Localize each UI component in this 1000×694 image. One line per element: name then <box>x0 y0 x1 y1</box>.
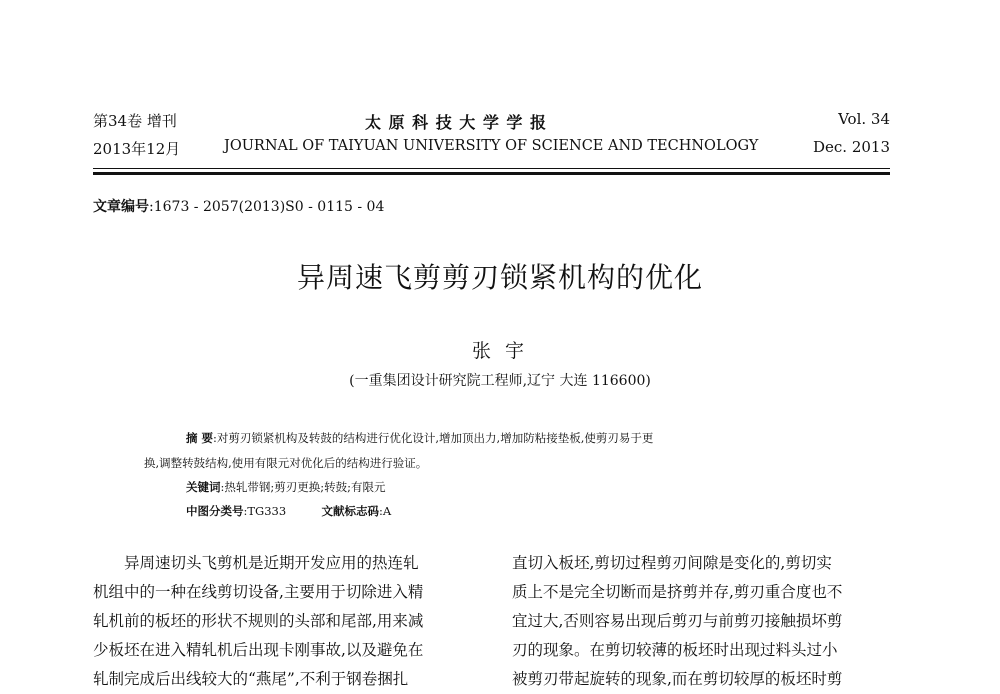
journal-title-cn: 太 原 科 技 大 学 学 报 <box>365 113 547 132</box>
date-en: Dec. 2013 <box>812 138 890 156</box>
keywords-label: 关键词 <box>186 480 221 494</box>
abstract-line-1 <box>186 430 653 446</box>
body-left-line: 机组中的一种在线剪切设备,主要用于切除进入精 <box>93 583 424 601</box>
journal-title-en: JOURNAL OF TAIYUAN UNIVERSITY OF SCIENCE AND TECHNOLOGY <box>224 138 759 154</box>
body-left-line: 异周速切头飞剪机是近期开发应用的热连轧 <box>124 554 419 572</box>
volume-en: Vol. 34 <box>838 110 890 128</box>
author-affiliation: (一重集团设计研究院工程师,辽宁 大连 116600) <box>349 373 651 389</box>
doc-code-label: 文献标志码 <box>321 504 379 518</box>
abstract-label: 摘 要 <box>186 431 214 445</box>
clc-value: :TG333 <box>243 504 287 518</box>
body-left-line: 轧机前的板坯的形状不规则的头部和尾部,用来减 <box>93 612 424 630</box>
body-right-line: 直切入板坯,剪切过程剪刃间隙是变化的,剪切实 <box>512 554 832 572</box>
doc-code-value: :A <box>379 504 392 518</box>
article-id-value: :1673 - 2057(2013)S0 - 0115 - 04 <box>149 199 385 215</box>
body-right-line: 刃的现象。在剪切较薄的板坯时出现过料头过小 <box>512 641 838 659</box>
body-right-line: 质上不是完全切断而是挤剪并存,剪刃重合度也不 <box>512 583 843 601</box>
header-rule-thick <box>93 172 890 175</box>
date-cn: 2013年12月 <box>93 140 181 158</box>
abstract-text-2: 换,调整转鼓结构,使用有限元对优化后的结构进行验证。 <box>144 456 428 470</box>
clc-label: 中图分类号 <box>186 504 244 518</box>
abstract-text-1: :对剪刃锁紧机构及转鼓的结构进行优化设计,增加顶出力,增加防粘接垫板,使剪刃易于更 <box>213 431 654 445</box>
body-right-column <box>512 549 882 694</box>
article-id <box>93 196 384 216</box>
article-id-label: 文章编号 <box>93 199 149 215</box>
classification-line <box>186 503 391 519</box>
keywords-line <box>186 479 386 495</box>
body-left-line: 轧制完成后出线较大的“燕尾”,不利于钢卷捆扎 <box>93 670 409 688</box>
header-rule-thin <box>93 168 890 169</box>
author-name: 张 宇 <box>471 340 529 362</box>
keywords-value: :热轧带钢;剪刃更换;转鼓;有限元 <box>220 480 386 494</box>
body-left-line: 少板坯在进入精轧机后出现卡刚事故,以及避免在 <box>93 641 424 659</box>
body-left-column <box>93 549 463 694</box>
page-title: 异周速飞剪剪刃锁紧机构的优化 <box>296 261 703 294</box>
body-right-line: 被剪刃带起旋转的现象,而在剪切较厚的板坯时剪 <box>512 670 843 688</box>
body-right-line: 宜过大,否则容易出现后剪刃与前剪刃接触损坏剪 <box>512 612 843 630</box>
volume-issue-cn: 第34卷 增刊 <box>93 112 177 130</box>
